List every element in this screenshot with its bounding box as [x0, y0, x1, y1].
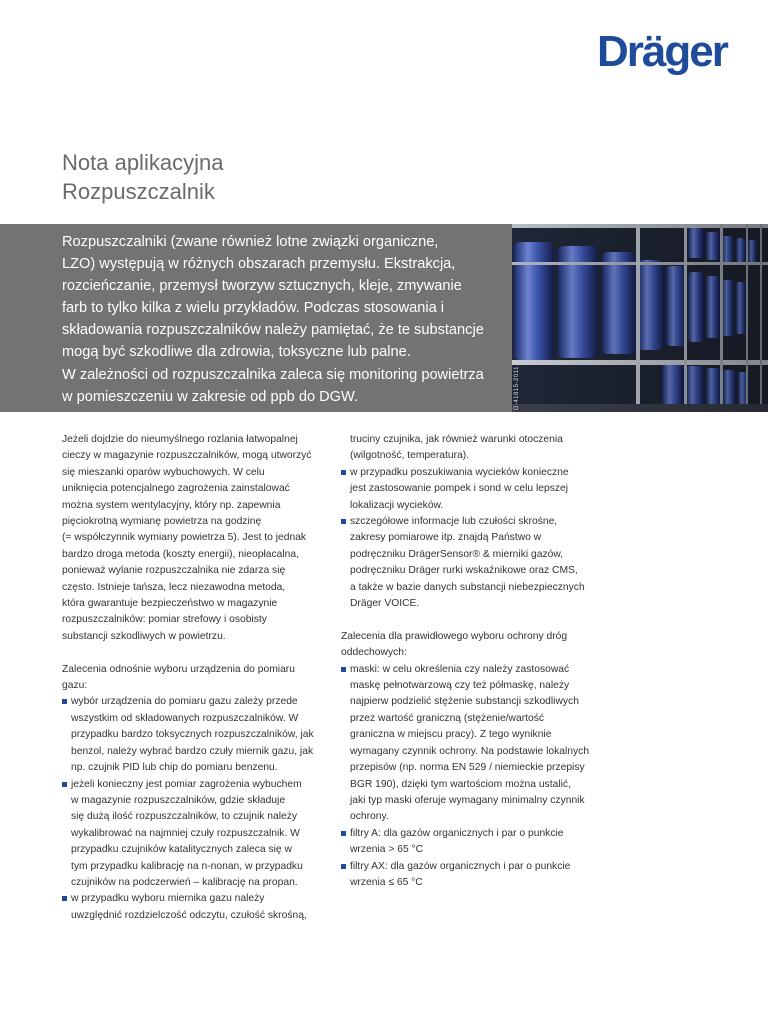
text-line: wymagany czynnik ochrony. Na podstawie lokalnych: [350, 745, 590, 757]
text-line: maski: w celu określenia czy należy zastosować: [350, 663, 570, 675]
bullet-item: [62, 694, 330, 776]
bullet-square-icon: [341, 831, 346, 836]
bullet-item: [341, 859, 611, 892]
text-line: filtry AX: dla gazów organicznych i par o punkcie: [350, 860, 571, 872]
right-column: [341, 432, 611, 891]
intro-banner: [0, 224, 768, 412]
text-line: ochrony.: [350, 811, 389, 823]
left-column: [62, 432, 330, 924]
banner-line: LZO) występują w różnych obszarach przemysłu. Ekstrakcja,: [62, 256, 456, 273]
section-heading: Zalecenia dla prawidłowego wyboru ochrony dróg: [341, 630, 568, 642]
text-line: czujników na podczerwień – kalibrację na propan.: [71, 876, 298, 888]
text-line: pięciokrotną wymianę powietrza na godzinę: [62, 516, 262, 528]
text-line: jeżeli konieczny jest pomiar zagrożenia wybuchem: [71, 778, 302, 790]
text-line: rozpuszczalników: pomiar strefowy i osobisty: [62, 614, 267, 626]
banner-line: Rozpuszczalniki (zwane również lotne związki organiczne,: [62, 234, 439, 250]
text-line: jest zastosowanie pompek i sond w celu lepszej: [350, 483, 569, 495]
banner-line: mogą być szkodliwe dla zdrowia, toksyczne lub palne.: [62, 344, 411, 361]
text-line: uwzględnić rozdzielczość odczytu, czułość skrośną,: [71, 909, 307, 921]
section-heading: oddechowych:: [341, 647, 407, 659]
drager-logo: Dräger: [597, 27, 727, 76]
text-line: filtry A: dla gazów organicznych i par o punkcie: [350, 827, 564, 839]
text-line: można system wentylacyjny, który np. zapewnia: [62, 499, 281, 511]
title-line-2: Rozpuszczalnik: [62, 179, 215, 204]
text-line: się mieszanki oparów wybuchowych. W celu: [62, 466, 265, 478]
text-line: maskę pełnotwarzową czy też półmaskę, należy: [350, 680, 570, 692]
text-line: graniczna w miejscu pracy). Z tego wyniknie: [350, 729, 552, 741]
text-line: szczegółowe informacje lub czułości skrośne,: [350, 516, 558, 528]
banner-line: W zależności od rozpuszczalnika zaleca się monitoring powietrza: [62, 366, 484, 383]
bullet-square-icon: [341, 864, 346, 869]
text-line: benzol, należy wybrać bardzo czuły miernik gazu, jak: [71, 745, 314, 757]
text-line: która gwarantuje bezpieczeństwo w magazynie: [62, 598, 278, 610]
text-line: Dräger VOICE.: [350, 598, 420, 610]
photo-credit: D-41815-2011: [514, 366, 520, 410]
bullet-item: [341, 826, 611, 859]
banner-text: [62, 231, 504, 408]
text-line: Jeżeli dojdzie do nieumyślnego rozlania łatwopalnej: [62, 434, 298, 445]
banner-line: w pomieszczeniu w zakresie od ppb do DGW.: [62, 388, 359, 405]
section-heading: gazu:: [62, 680, 88, 692]
banner-line: składowania rozpuszczalników należy pamiętać, że te substancje: [62, 322, 484, 339]
text-line: najpierw podzielić stężenie substancji szkodliwych: [350, 696, 579, 708]
text-line: bardzo droga metoda (koszty energii), nieopłacalna,: [62, 548, 299, 560]
text-line: lokalizacji wycieków.: [350, 499, 444, 511]
title-line-1: Nota aplikacyjna: [62, 150, 224, 175]
text-line: (wilgotność, temperatura).: [350, 450, 470, 462]
text-line: truciny czujnika, jak również warunki otoczenia: [350, 434, 563, 445]
text-line: przypadku bardzo toksycznych rozpuszczalników, jak: [71, 729, 314, 741]
text-line: tym przypadku kalibrację na n-nonan, w przypadku: [71, 860, 303, 872]
text-line: wykalibrować na najmniej czuły rozpuszczalnik. W: [71, 827, 300, 839]
text-line: często. Istnieje tańsza, lecz niezawodna metoda,: [62, 581, 286, 593]
text-line: (= współczynnik wymiany powietrza 5). Jest to jednak: [62, 532, 307, 544]
text-line: np. czujnik PID lub chip do pomiaru benzenu.: [71, 762, 278, 774]
warehouse-shelves-photo: [512, 224, 768, 412]
text-line: wrzenia > 65 °C: [350, 844, 424, 856]
text-line: jaki typ maski oferuje wymagany minimalny czynnik: [350, 794, 585, 806]
text-line: substancji szkodliwych w powietrzu.: [62, 630, 226, 642]
text-line: wrzenia ≤ 65 °C: [350, 876, 423, 888]
text-line: podręczniku Dräger rurki wskaźnikowe oraz CMS,: [350, 565, 578, 577]
text-line: wybór urządzenia do pomiaru gazu zależy przede: [71, 696, 298, 708]
page-title: [62, 148, 462, 206]
bullet-item: [341, 514, 611, 612]
text-line: wszystkim od składowanych rozpuszczalników. W: [71, 712, 299, 724]
warehouse-illustration: [512, 224, 768, 412]
bullet-square-icon: [62, 896, 67, 901]
text-line: BGR 190), dzięki tym wartościom można ustalić,: [350, 778, 571, 790]
text-line: a także w bazie danych substancji niebezpiecznych: [350, 581, 585, 593]
text-line: przez wartość graniczną (stężenie/wartość: [350, 712, 545, 724]
section-heading: Zalecenia odnośnie wyboru urządzenia do pomiaru: [62, 663, 295, 675]
bullet-square-icon: [62, 699, 67, 704]
bullet-item: [341, 465, 611, 514]
banner-line: rozcieńczanie, przemysł tworzyw sztucznych, kleje, zmywanie: [62, 278, 462, 295]
bullet-item: [62, 777, 330, 892]
text-line: się dużą ilość rozpuszczalników, to czujnik należy: [71, 811, 298, 823]
text-line: w magazynie rozpuszczalników, gdzie składuje: [71, 794, 286, 806]
text-line: zakresy pomiarowe itp. znajdą Państwo w: [350, 532, 542, 544]
bullet-item: [62, 891, 330, 924]
text-line: w przypadku wyboru miernika gazu należy: [71, 893, 265, 905]
bullet-square-icon: [62, 782, 67, 787]
text-line: ponieważ wylanie rozpuszczalnika nie zdarza się: [62, 565, 286, 577]
text-line: w przypadku poszukiwania wycieków konieczne: [350, 466, 569, 478]
text-line: przypadku czujników katalitycznych zaleca się w: [71, 844, 292, 856]
bullet-item: [341, 662, 611, 826]
text-line: uniknięcia potencjalnego zagrożenia zainstalować: [62, 483, 290, 495]
bullet-square-icon: [341, 667, 346, 672]
text-line: cieczy w magazynie rozpuszczalników, mogą utworzyć: [62, 450, 312, 462]
bullet-square-icon: [341, 519, 346, 524]
bullet-square-icon: [341, 470, 346, 475]
text-line: przepisów (np. norma EN 529 / niemieckie przepisy: [350, 762, 585, 774]
banner-line: farb to tylko kilka z wielu przykładów. Podczas stosowania i: [62, 300, 445, 317]
text-line: podręczniku DrägerSensor® & mierniki gazów,: [350, 548, 564, 560]
